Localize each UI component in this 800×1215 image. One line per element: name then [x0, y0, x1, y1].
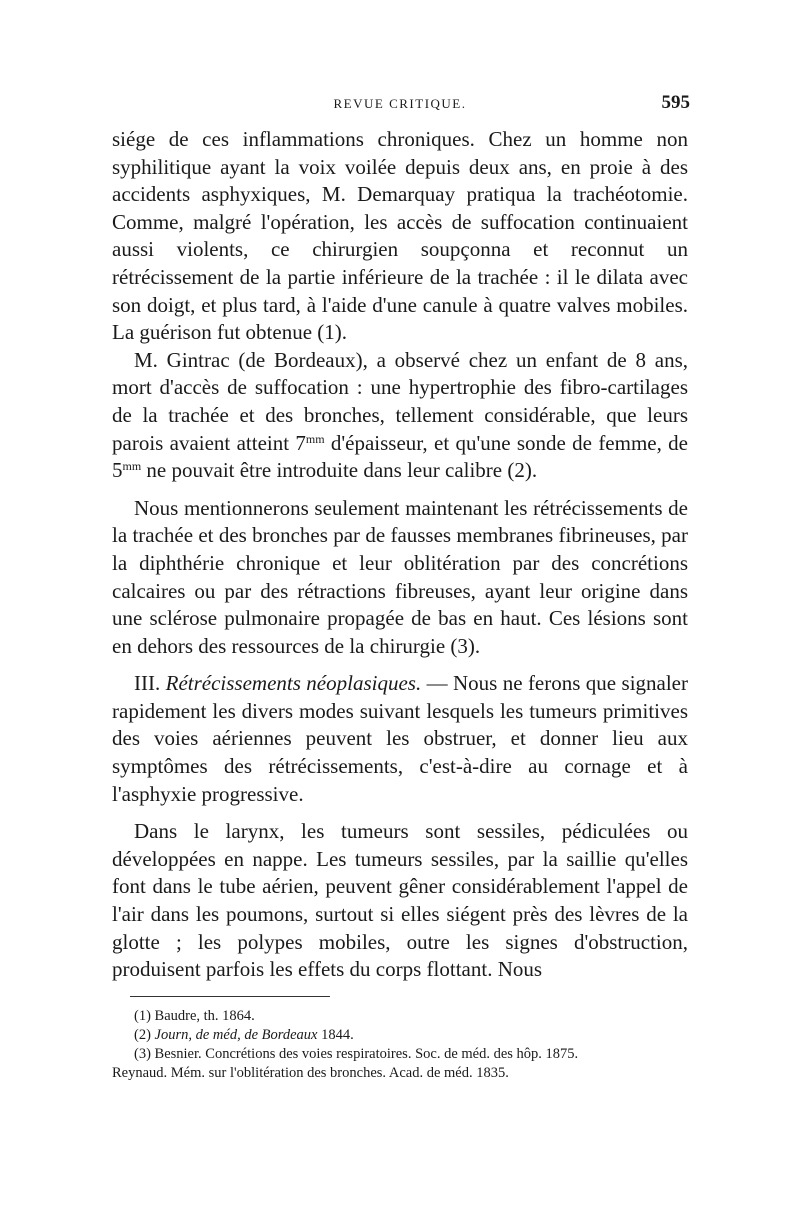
- page-number: 595: [661, 92, 690, 113]
- paragraph-3: Nous mentionnerons seulement maintenant les rétrécissements de la trachée et des bronches par de fausses membranes fibrineuses, par la diphthérie chronique et leur oblitération par des concrétions calcaires ou par des rétractions fibreuses, ayant leur origine dans une sclérose pulmonaire propagée de bas en haut. Ces lésions sont en dehors des ressources de la chirurgie (3).: [112, 495, 688, 658]
- page-header: [112, 92, 688, 126]
- paragraph-2-part3: ne pouvait être introduite dans leur calibre (2).: [141, 458, 538, 483]
- unit-mm-2: mm: [122, 459, 142, 474]
- footnote-3: (3) Besnier. Concrétions des voies respiratoires. Soc. de méd. des hôp. 1875.: [134, 1045, 579, 1062]
- page: [112, 92, 688, 1083]
- paragraph-2-part2: d'épaisseur, et qu'une sonde de femme, de 5: [112, 430, 688, 483]
- footnote-2-number: (2): [134, 1026, 155, 1043]
- running-head: REVUE CRITIQUE.: [333, 96, 467, 111]
- footnote-rule: [130, 996, 330, 997]
- footnote-2: [112, 1026, 688, 1045]
- paragraph-2-part1: M. Gintrac (de Bordeaux), a observé chez un enfant de 8 ans, mort d'accès de suffocation : une hypertrophie des fibro-cartilages de la trachée et des bronches, tellement considérable, que leurs parois avaient atteint 7: [112, 347, 688, 455]
- unit-mm-1: mm: [305, 431, 325, 446]
- footnote-1: (1) Baudre, th. 1864.: [134, 1007, 255, 1024]
- footnote-3-continuation: Reynaud. Mém. sur l'oblitération des bronches. Acad. de méd. 1835.: [112, 1064, 509, 1081]
- section-number: III.: [134, 671, 166, 696]
- section-title: Rétrécissements néoplasiques.: [165, 671, 422, 696]
- section-iii-paragraph: [112, 670, 688, 808]
- paragraph-5: Dans le larynx, les tumeurs sont sessiles, pédiculées ou développées en nappe. Les tumeurs sessiles, par la saillie qu'elles font dans le tube aérien, peuvent gêner considérablement l'appel de l'air dans les poumons, surtout si elles siégent près des lèvres de la glotte ; les polypes mobiles, outre les signes d'obstruction, produisent parfois les effets du corps flottant. Nous: [112, 819, 688, 982]
- paragraph-1: siége de ces inflammations chroniques. Chez un homme non syphilitique ayant la voix voilée depuis deux ans, en proie à des accidents asphyxiques, M. Demarquay pratiqua la trachéotomie. Comme, malgré l'opération, les accès de suffocation continuaient aussi violents, ce chirurgien soupçonna et reconnut un rétrécissement de la partie inférieure de la trachée : il le dilata avec son doigt, et plus tard, à l'aide d'une canule à quatre valves mobiles. La guérison fut obtenue (1).: [112, 127, 688, 345]
- footnote-2-source: Journ, de méd, de Bordeaux: [154, 1026, 318, 1043]
- paragraph-2: [112, 347, 688, 485]
- footnote-2-year: 1844.: [317, 1026, 354, 1043]
- section-iii-text: — Nous ne ferons que signaler rapidement les divers modes suivant lesquels les tumeurs primitives des voies aériennes peuvent les obstruer, et donner lieu aux symptômes des rétrécissements, c'est-à-dire au cornage et à l'asphyxie progressive.: [112, 671, 688, 806]
- footnotes: [112, 1007, 688, 1083]
